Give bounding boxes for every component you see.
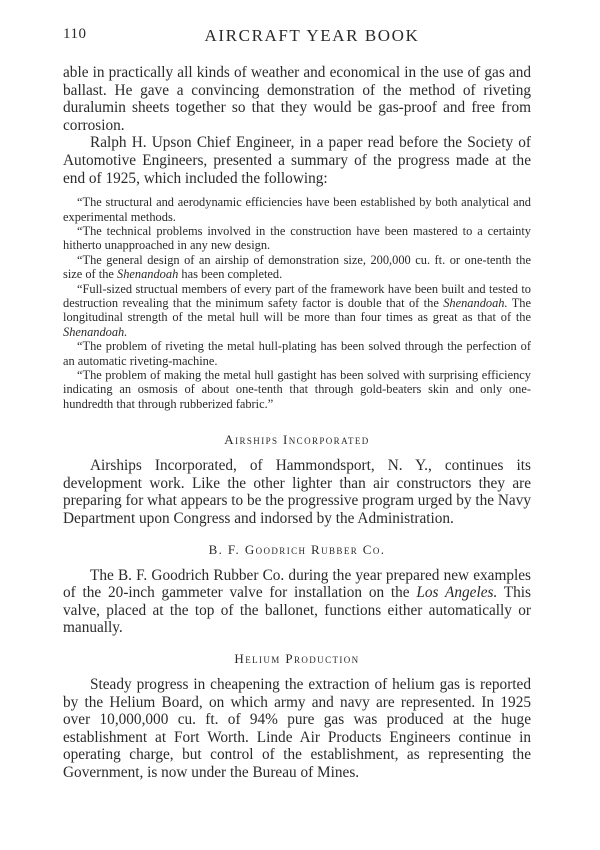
quote-3-text-b: has been completed. (178, 267, 283, 282)
page-number: 110 (63, 26, 87, 42)
intro-paragraph-2: Ralph H. Upson Chief Engineer, in a paper read before the Society of Automotive Engineers, presented a summary of the progress made at the end of 1925, which included the following: (63, 134, 531, 187)
section-heading-helium: Helium Production (234, 651, 360, 666)
quote-3-text-a: “The general design of an airship of demonstration size, 200,000 cu. ft. or one-tenth the size of the (63, 252, 531, 282)
quote-1: “The structural and aerodynamic efficiencies have been established by both analytical and experimental methods. (63, 195, 531, 224)
quote-6: “The problem of making the metal hull gastight has been solved with surprising efficiency indicating an osmosis of about one-tenth that through gold-beaters skin and only one-hundredth that through rubberized fabric.” (63, 368, 531, 411)
section-text-airships: Airships Incorporated, of Hammondsport, N. Y., continues its development work. Like the other lighter than air constructors they are preparing for what appears to be the progressive program urged by the Navy Department upon Congress and indorsed by the Administration. (63, 457, 531, 528)
quote-5: “The problem of riveting the metal hull-plating has been solved through the perfection of an automatic riveting-machine. (63, 339, 531, 368)
quote-3 (63, 253, 531, 282)
quote-block (63, 195, 531, 411)
quote-4-text-a: “Full-sized structual members of every part of the framework have been built and tested to destruction revealing that the minimum safety factor is double that of the (63, 281, 531, 310)
quote-2: “The technical problems involved in the construction have been mastered to a certainty hitherto unapproached in any new design. (63, 223, 531, 253)
goodrich-ship-name: Los Angeles. (416, 584, 498, 602)
section-text-helium: Steady progress in cheapening the extraction of helium gas is reported by the Helium Board, on which army and navy are represented. In 1925 over 10,000,000 cu. ft. of 94% pure gas was produced at the huge establishment at Fort Worth. Linde Air Products Engineers continue in operating charge, but control of the establishment, as representing the Government, is now under the Bureau of Mines. (63, 676, 531, 781)
page-header (63, 26, 531, 48)
section-text-goodrich (63, 567, 531, 637)
section-heading-goodrich: B. F. Goodrich Rubber Co. (208, 541, 386, 557)
quote-4-text-b: The longitudinal strength of the metal hull will be more than four times as great as that of the (63, 296, 532, 325)
running-title: AIRCRAFT YEAR BOOK (204, 26, 420, 45)
goodrich-text-b: This valve, placed at the top of the ballonet, functions either automatically or manually. (63, 584, 531, 637)
page-body (63, 64, 531, 782)
quote-3-ship-name: Shenandoah (117, 267, 179, 282)
section-heading-airships: Airships Incorporated (224, 432, 370, 448)
quote-4 (63, 282, 531, 340)
quote-4-ship-name-2: Shenandoah. (63, 324, 128, 339)
quote-4-ship-name-1: Shenandoah. (443, 296, 508, 310)
goodrich-text-a: The B. F. Goodrich Rubber Co. during the year prepared new examples of the 20-inch gammeter valve for installation on the (63, 566, 531, 602)
intro-paragraph-1: able in practically all kinds of weather and economical in the use of gas and ballast. He gave a convincing demonstration of the method of riveting duralumin sheets together so that they would be gas-proof and free from corrosion. (63, 64, 531, 134)
